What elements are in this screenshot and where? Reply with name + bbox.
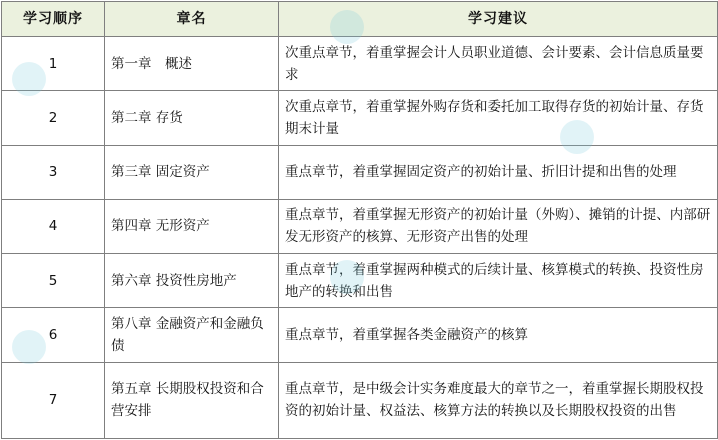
chapter-cell: 第三章 固定资产 (105, 145, 279, 199)
chapter-cell: 第五章 长期股权投资和合营安排 (105, 362, 279, 438)
study-order-table (1, 1, 718, 439)
order-cell: 4 (2, 199, 105, 253)
order-cell: 7 (2, 362, 105, 438)
table-row (2, 254, 718, 308)
table-row (2, 145, 718, 199)
order-cell: 1 (2, 37, 105, 91)
order-cell: 5 (2, 254, 105, 308)
advice-cell: 重点章节，着重掌握固定资产的初始计量、折旧计提和出售的处理 (279, 145, 718, 199)
advice-cell: 次重点章节，着重掌握外购存货和委托加工取得存货的初始计量、存货期末计量 (279, 91, 718, 145)
order-cell: 3 (2, 145, 105, 199)
table-row (2, 37, 718, 91)
header-study-advice: 学习建议 (279, 2, 718, 37)
chapter-cell: 第四章 无形资产 (105, 199, 279, 253)
advice-cell: 重点章节，是中级会计实务难度最大的章节之一，着重掌握长期股权投资的初始计量、权益法、核算方法的转换以及长期股权投资的出售 (279, 362, 718, 438)
advice-cell: 重点章节，着重掌握无形资产的初始计量（外购）、摊销的计提、内部研发无形资产的核算、无形资产出售的处理 (279, 199, 718, 253)
advice-cell: 重点章节，着重掌握两种模式的后续计量、核算模式的转换、投资性房地产的转换和出售 (279, 254, 718, 308)
chapter-cell: 第二章 存货 (105, 91, 279, 145)
header-chapter-name: 章名 (105, 2, 279, 37)
table-row (2, 308, 718, 362)
order-cell: 6 (2, 308, 105, 362)
chapter-cell: 第六章 投资性房地产 (105, 254, 279, 308)
table-header-row (2, 2, 718, 37)
table-row (2, 199, 718, 253)
advice-cell: 重点章节，着重掌握各类金融资产的核算 (279, 308, 718, 362)
advice-cell: 次重点章节，着重掌握会计人员职业道德、会计要素、会计信息质量要求 (279, 37, 718, 91)
table-row (2, 362, 718, 438)
chapter-cell: 第八章 金融资产和金融负债 (105, 308, 279, 362)
chapter-cell: 第一章 概述 (105, 37, 279, 91)
order-cell: 2 (2, 91, 105, 145)
table-row (2, 91, 718, 145)
header-study-order: 学习顺序 (2, 2, 105, 37)
